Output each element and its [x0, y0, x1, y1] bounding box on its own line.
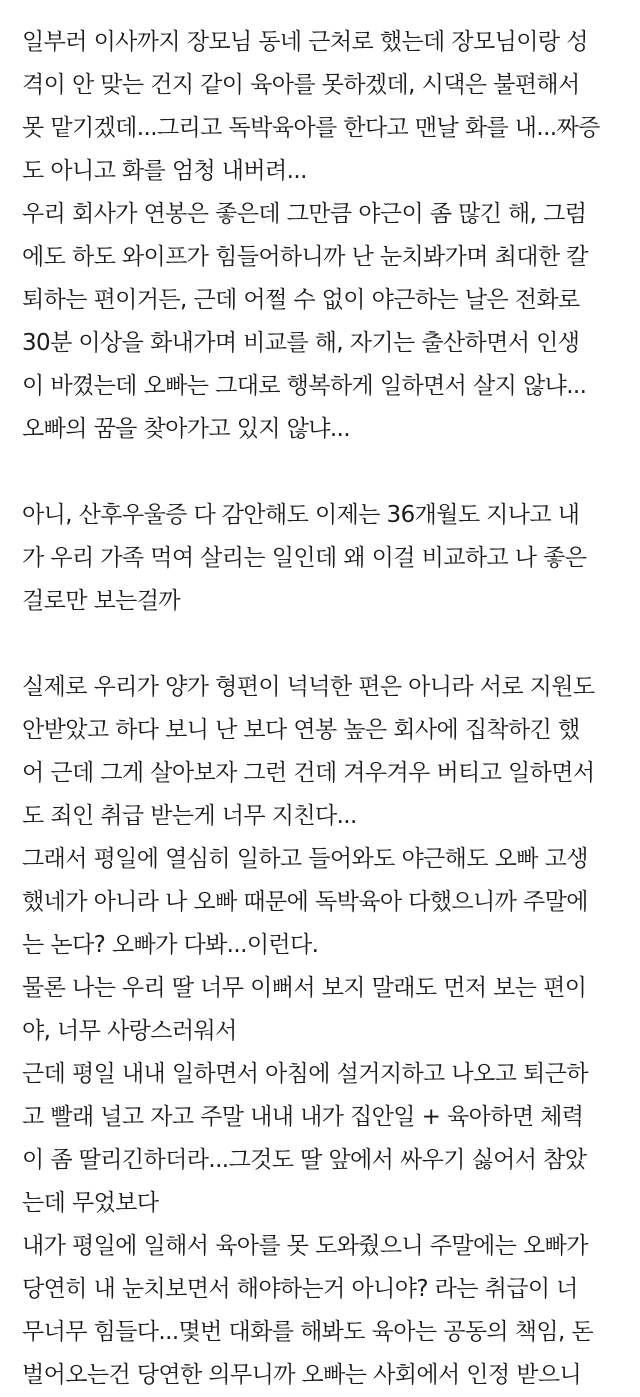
text-line: 안받았고 하다 보니 난 보다 연봉 높은 회사에 집착하긴 했	[22, 717, 580, 743]
text-line: 어 근데 그게 살아보자 그런 건데 겨우겨우 버티고 일하면서	[22, 760, 595, 786]
text-line: 는 논다? 오빠가 다봐...이런다.	[22, 932, 319, 958]
text-line: 내가 평일에 일해서 육아를 못 도와줬으니 주말에는 오빠가	[22, 1233, 588, 1259]
paragraph-break	[0, 623, 640, 666]
text-line: 격이 안 맞는 건지 같이 육아를 못하겠데, 시댁은 불편해서	[22, 72, 580, 98]
text-line: 무너무 힘들다...몇번 대화를 해봐도 육아는 공동의 책임, 돈	[22, 1319, 594, 1345]
text-line: 이 바꼈는데 오빠는 그대로 행복하게 일하면서 살지 않냐...	[22, 373, 587, 399]
text-line: 야, 너무 사랑스러워서	[22, 1018, 237, 1044]
text-line: 그래서 평일에 열심히 일하고 들어와도 야근해도 오빠 고생	[22, 846, 588, 872]
text-line: 했네가 아니라 나 오빠 때문에 독박육아 다했으니까 주말에	[22, 889, 588, 915]
text-line: 우리 회사가 연봉은 좋은데 그만큼 야근이 좀 많긴 해, 그럼	[22, 201, 587, 227]
paragraph-break	[0, 451, 640, 494]
text-line: 벌어오는건 당연한 의무니까 오빠는 사회에서 인정 받으니	[22, 1362, 582, 1388]
text-line: 당연히 내 눈치보면서 해야하는거 아니야? 라는 취급이 너	[22, 1276, 578, 1302]
text-line: 퇴하는 편이거든, 근데 어쩔 수 없이 야근하는 날은 전화로	[22, 287, 580, 313]
text-line: 일부러 이사까지 장모님 동네 근처로 했는데 장모님이랑 성	[22, 29, 588, 55]
text-line: 근데 평일 내내 일하면서 아침에 설거지하고 나오고 퇴근하	[22, 1061, 588, 1087]
text-line: 는데 무었보다	[22, 1190, 159, 1216]
text-line: 실제로 우리가 양가 형편이 넉넉한 편은 아니라 서로 지원도	[22, 674, 595, 700]
text-line: 오빠의 꿈을 찾아가고 있지 않냐...	[22, 416, 351, 442]
text-line: 아니, 산후우울증 다 감안해도 이제는 36개월도 지나고 내	[22, 502, 580, 528]
text-line: 도 아니고 화를 엄청 내버려...	[22, 158, 307, 184]
text-line: 30분 이상을 화내가며 비교를 해, 자기는 출산하면서 인생	[22, 330, 580, 356]
text-line: 도 죄인 취급 받는게 너무 지친다...	[22, 803, 357, 829]
text-line: 못 맡기겠데...그리고 독박육아를 한다고 맨날 화를 내...짜증	[22, 115, 600, 141]
text-line: 고 빨래 널고 자고 주말 내내 내가 집안일 + 육아하면 체력	[22, 1104, 584, 1130]
text-line: 이 좀 딸리긴하더라...그것도 딸 앞에서 싸우기 싫어서 참았	[22, 1147, 587, 1173]
text-line: 물론 나는 우리 딸 너무 이뻐서 보지 말래도 먼저 보는 편이	[22, 975, 587, 1001]
text-line: 가 우리 가족 먹여 살리는 일인데 왜 이걸 비교하고 나 좋은	[22, 545, 587, 571]
text-line: 걸로만 보는걸까	[22, 588, 181, 614]
text-line: 에도 하도 와이프가 힘들어하니까 난 눈치봐가며 최대한 칼	[22, 244, 588, 270]
